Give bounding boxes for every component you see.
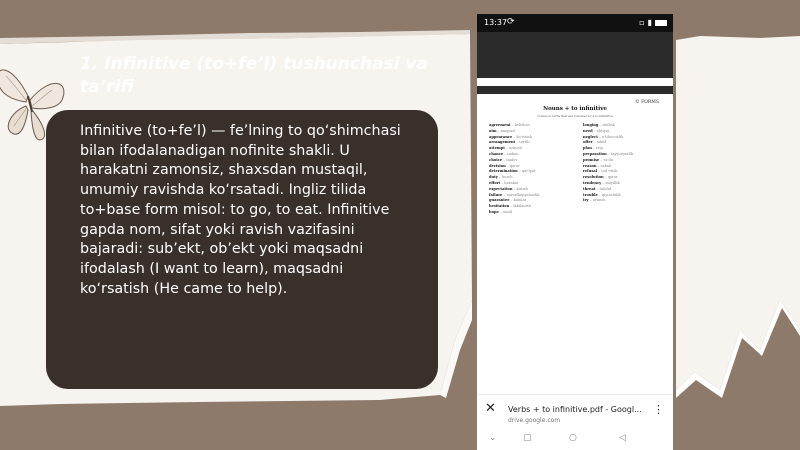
pdf-entry-verb: determination: [489, 169, 518, 174]
pdf-entry-gloss: – rad etish: [597, 169, 618, 174]
pdf-entry-gloss: – qiyinchilik: [597, 192, 621, 197]
pdf-entry-verb: need: [583, 128, 593, 133]
pdf-entry: [489, 123, 575, 127]
pdf-entry-gloss: – taklif: [592, 140, 607, 145]
notification-icon: ▫: [639, 18, 645, 27]
pdf-entry: [583, 140, 663, 144]
pdf-entry-verb: refusal: [583, 169, 598, 174]
pdf-entry-verb: expectation: [489, 186, 513, 191]
pdf-entry-verb: agreement: [489, 123, 511, 127]
pdf-entry: [583, 187, 663, 191]
pdf-entry-verb: effort: [489, 180, 501, 185]
pdf-entry-gloss: – urinish: [588, 198, 606, 203]
pdf-entry: [489, 129, 575, 133]
pdf-entry: [489, 181, 575, 185]
pdf-entry: [489, 169, 575, 173]
pdf-entry: [489, 193, 575, 197]
chevron-down-icon[interactable]: ⌄: [489, 433, 497, 443]
pdf-entry-verb: chance: [489, 151, 504, 156]
pdf-subtitle: Common verbs that are followed by a to-infinitive: [537, 114, 613, 118]
pdf-page-top-edge: [477, 86, 673, 94]
pdf-entry: [583, 123, 663, 127]
pdf-entry-gloss: – burch: [497, 175, 513, 180]
pdf-entry-gloss: – imkon: [503, 151, 519, 156]
pdf-entry: [583, 169, 663, 173]
pdf-entry: [489, 152, 575, 156]
pdf-entry-gloss: – tahdid: [595, 186, 612, 191]
pdf-entry: [583, 135, 663, 139]
slide-title: 1. Infinitive (to+fe’l) tushunchasi va ta’rifi: [80, 54, 428, 97]
pdf-right-column: [583, 123, 663, 203]
definition-textbox: [46, 110, 438, 389]
pdf-entry: [489, 204, 575, 208]
pdf-entry: [583, 175, 663, 179]
signal-icon: ▮: [647, 18, 652, 27]
back-triangle-icon[interactable]: ◁: [619, 433, 626, 443]
pdf-entry-verb: try: [583, 198, 589, 203]
pdf-entry-gloss: – ko'rinish: [512, 134, 533, 139]
file-url: drive.google.com: [508, 417, 561, 424]
pdf-title: Nouns + to infinitive: [543, 106, 607, 112]
file-name: Verbs + to infinitive.pdf - Googl...: [508, 405, 642, 414]
pdf-entry-verb: hesitation: [489, 204, 510, 209]
pdf-entry-gloss: – kafolat: [509, 198, 527, 203]
pdf-viewer-toolbar: [477, 32, 673, 78]
close-icon[interactable]: ✕: [485, 401, 496, 416]
pdf-entry-gloss: – qat'iyat: [517, 169, 536, 174]
pdf-entry-gloss: – qaror: [505, 163, 520, 168]
pdf-entry-verb: offer: [583, 140, 593, 145]
pdf-entry: [489, 210, 575, 214]
pdf-entry-gloss: – maqsad: [496, 128, 515, 133]
status-time: 13:37: [484, 18, 508, 27]
pdf-entry: [489, 175, 575, 179]
pdf-entry-gloss: – harakat: [500, 180, 519, 185]
pdf-entry-verb: failure: [489, 192, 503, 197]
pdf-entry-verb: aim: [489, 128, 497, 133]
status-icons: [639, 18, 667, 27]
pdf-entry-gloss: – intilish: [598, 123, 615, 127]
pdf-page[interactable]: [485, 94, 665, 394]
pdf-entry-verb: decision: [489, 163, 506, 168]
pdf-entry-gloss: – tanlov: [502, 157, 518, 162]
pdf-entry-gloss: – moyillik: [601, 180, 620, 185]
pdf-entry-gloss: – kutish: [512, 186, 528, 191]
square-icon[interactable]: ▢: [523, 433, 532, 443]
definition-text: Infinitive (to+fe’l) — fe’lning to qo‘shimchasi bilan ifodalanadigan nofinite shakli. U harakatni zamonsiz, shaxsdan mustaqil, umumiy ravishda ko‘rsatadi. Ingliz tilida to+base form misol: to go, to eat. Infinitive gapda nom, sifat yoki ravish vazifasini bajaradi: sub’ekt, ob’ekt yoki maqsadni ifodalash (I want to learn), maqsadni ko‘rsatish (He came to help).: [80, 123, 401, 297]
pdf-entry-verb: hope: [489, 209, 499, 214]
pdf-entry: [583, 181, 663, 185]
pdf-entry-verb: guarantee: [489, 198, 510, 203]
status-bar: [477, 14, 673, 32]
pdf-entry-gloss: – ikkilanish: [509, 204, 531, 209]
pdf-entry-gloss: – tartib: [515, 140, 530, 145]
pdf-entry-verb: attempt: [489, 146, 505, 151]
pdf-entry: [489, 198, 575, 202]
pdf-entry-verb: plan: [583, 146, 592, 151]
pdf-entry-gloss: – qaror: [603, 175, 618, 180]
file-info-bar: [477, 394, 673, 431]
pdf-entry-gloss: – e'tiborsizlik: [597, 134, 624, 139]
pdf-entry-gloss: – kelishuv: [510, 123, 530, 127]
pdf-entry-verb: choice: [489, 157, 503, 162]
pdf-entry-gloss: – sabab: [596, 163, 612, 168]
pdf-entry-gloss: – va'da: [599, 157, 613, 162]
pdf-tag: © FORMS: [635, 100, 659, 105]
circle-icon[interactable]: ○: [569, 433, 577, 443]
pdf-entry-verb: resolution: [583, 175, 604, 180]
pdf-entry-verb: duty: [489, 175, 498, 180]
pdf-entry: [583, 164, 663, 168]
pdf-entry-verb: threat: [583, 186, 596, 191]
pdf-entry: [489, 146, 575, 150]
pdf-entry-verb: trouble: [583, 192, 598, 197]
pdf-entry-verb: neglect: [583, 134, 598, 139]
pdf-entry: [583, 129, 663, 133]
viewer-gap: [477, 78, 673, 86]
pdf-left-column: [489, 123, 575, 214]
more-vertical-icon[interactable]: ⋮: [653, 403, 664, 416]
pdf-entry-gloss: – urinish: [504, 146, 522, 151]
pdf-entry-verb: tendency: [583, 180, 602, 185]
pdf-entry-gloss: – tayyorgarlik: [606, 151, 634, 156]
pdf-entry-verb: promise: [583, 157, 600, 162]
pdf-entry-verb: appearance: [489, 134, 513, 139]
battery-icon: [655, 20, 667, 26]
pdf-entry-gloss: – ehtiyoj: [592, 128, 610, 133]
pdf-entry: [583, 193, 663, 197]
pdf-entry: [489, 164, 575, 168]
pdf-entry-verb: longing: [583, 123, 599, 127]
pdf-entry: [583, 198, 663, 202]
android-nav-bar: [477, 430, 673, 450]
pdf-entry-gloss: – muvaffaqiyatsizlik: [502, 192, 540, 197]
pdf-entry-verb: preparation: [583, 151, 607, 156]
pdf-entry: [583, 152, 663, 156]
pdf-entry-verb: arrangement: [489, 140, 516, 145]
pdf-entry: [489, 158, 575, 162]
pdf-entry: [489, 135, 575, 139]
sync-icon: ⟳: [507, 17, 515, 27]
pdf-entry: [583, 146, 663, 150]
pdf-entry-verb: reason: [583, 163, 597, 168]
pdf-entry: [489, 187, 575, 191]
pdf-entry: [583, 158, 663, 162]
phone-screenshot: [477, 14, 673, 450]
pdf-entry: [489, 140, 575, 144]
pdf-entry-gloss: – umid: [498, 209, 513, 214]
pdf-entry-gloss: – reja: [591, 146, 604, 151]
